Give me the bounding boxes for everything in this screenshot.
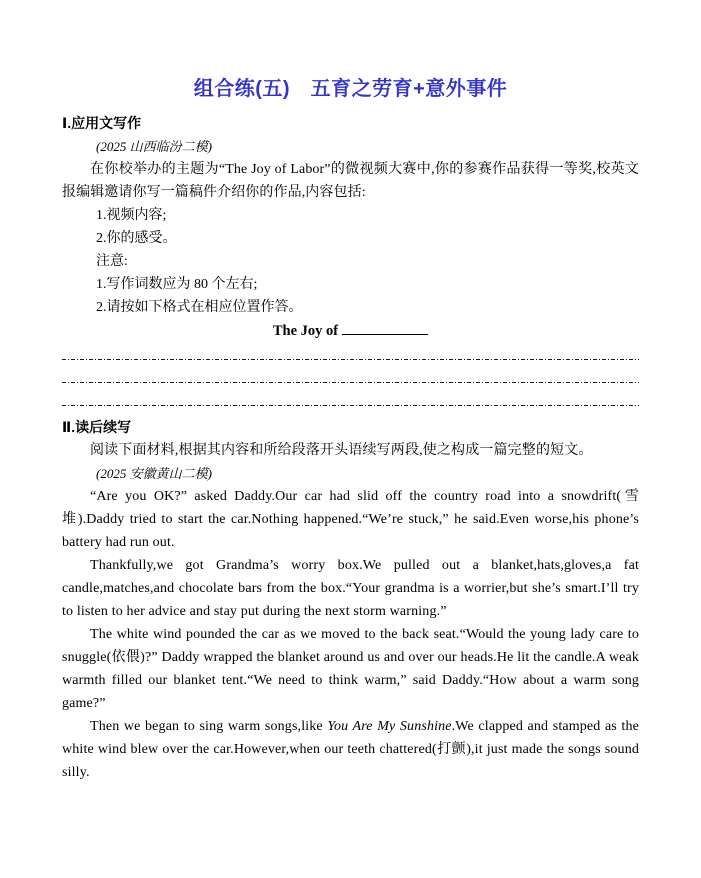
section1-point-1: 1.视频内容; [96,208,167,223]
section1-note-1: 1.写作词数应为 80 个左右; [96,277,258,292]
section2-source: (2025 安徽黄山二模) [96,466,212,481]
section1-intro: 在你校举办的主题为“The Joy of Labor”的微视频大赛中,你的参赛作品获得一等奖,校英文报编辑邀请你写一篇稿件介绍你的作品,内容包括: [62,162,639,200]
story-paragraph-4 [62,715,639,784]
composition-title-label: The Joy of [272,323,339,339]
page-title: 组合练(五) 五育之劳育+意外事件 [193,78,508,100]
composition-title-row [62,320,639,343]
song-title: You Are My Sunshine [327,719,452,734]
story-paragraph-4-tail: .We clapped and stamped as the white wind blew over the car.However,when our teeth chattered(打颤),it just made the songs sound silly. [62,719,639,780]
section1-point-2: 2.你的感受。 [96,231,177,246]
answer-line-3[interactable] [62,405,639,406]
story-paragraph-2: Thankfully,we got Grandma’s worry box.We pulled out a blanket,hats,gloves,a fat candle,matches,and chocolate bars from the box.“Your grandma is a worrier,but she’s smart.I’ll try to listen to her advice and stay put during the next storm warning.” [62,558,639,619]
answer-area [62,359,639,406]
answer-line-1[interactable] [62,359,639,360]
section1-note-2: 2.请按如下格式在相应位置作答。 [96,300,303,315]
composition-title-blank[interactable] [342,321,428,335]
section1-heading: Ⅰ.应用文写作 [62,115,142,131]
section1-notice-label: 注意: [96,254,128,269]
story-paragraph-1: “Are you OK?” asked Daddy.Our car had slid off the country road into a snowdrift(雪堆).Daddy tried to start the car.Nothing happened.“We’re stuck,” he said.Even worse,his phone’s battery had run out. [62,489,639,550]
story-paragraph-3: The white wind pounded the car as we moved to the back seat.“Would the young lady care to snuggle(依偎)?” Daddy wrapped the blanket around us and over our heads.He lit the candle.A weak warmth filled our blanket tent.“We need to think warm,” said Daddy.“How about a warm song game?” [62,627,639,711]
section-continuation-writing [62,416,639,784]
section2-instruction: 阅读下面材料,根据其内容和所给段落开头语续写两段,使之构成一篇完整的短文。 [90,443,593,458]
answer-line-2[interactable] [62,382,639,383]
story-paragraph-4-lead: Then we began to sing warm songs,like [90,719,328,734]
section1-source: (2025 山西临汾二模) [96,139,212,154]
section-applied-writing [62,112,639,406]
section2-heading: Ⅱ.读后续写 [62,419,132,435]
